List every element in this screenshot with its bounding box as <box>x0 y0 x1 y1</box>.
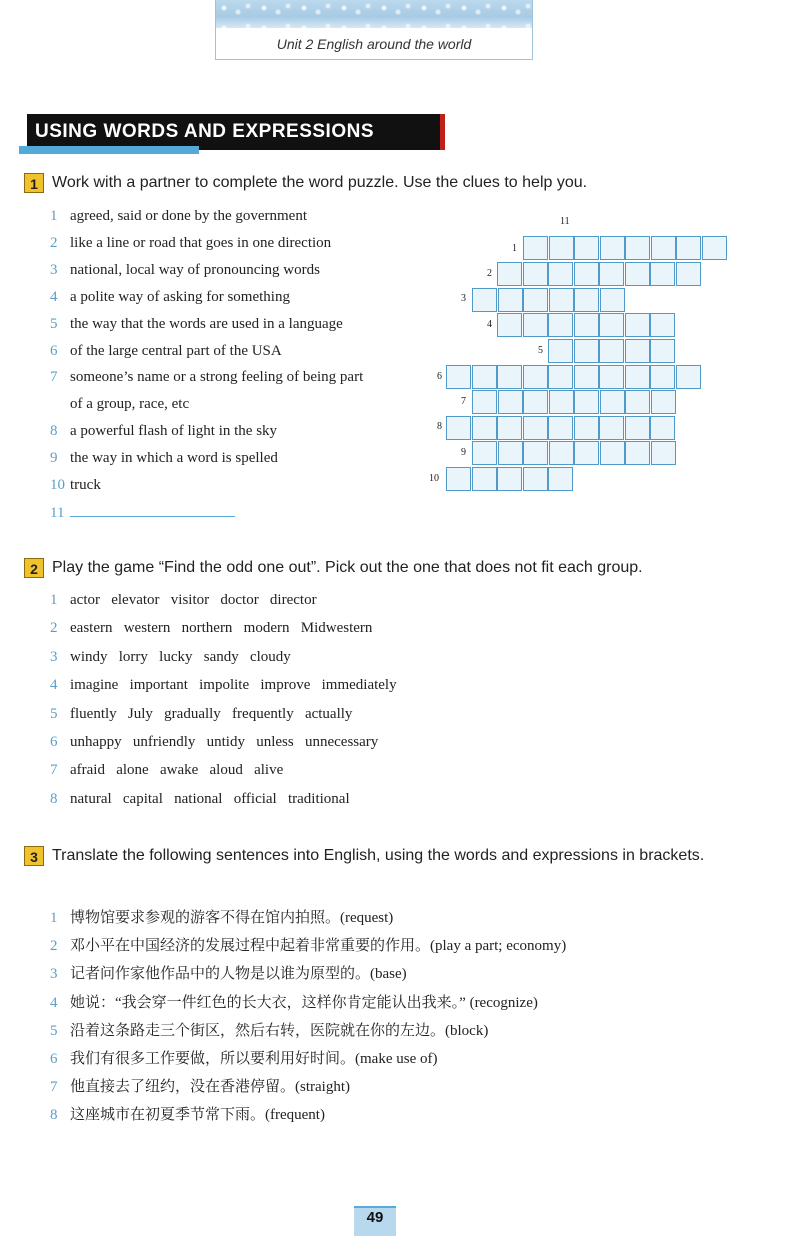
puzzle-cell[interactable] <box>549 441 574 465</box>
clue-number: 2 <box>50 234 58 251</box>
odd-one-out-group <box>50 762 283 779</box>
puzzle-clue-number: 6 <box>437 371 442 382</box>
group-number: 2 <box>50 620 58 637</box>
puzzle-cell[interactable] <box>625 365 650 389</box>
page-number: 49 <box>354 1206 396 1236</box>
puzzle-cell[interactable] <box>472 441 497 465</box>
puzzle-cell[interactable] <box>523 390 548 414</box>
clue-number: 4 <box>50 288 58 305</box>
translation-item <box>50 1075 350 1096</box>
puzzle-cell[interactable] <box>446 467 471 491</box>
clue-number: 8 <box>50 423 58 440</box>
puzzle-cell[interactable] <box>574 441 599 465</box>
puzzle-cell[interactable] <box>625 441 650 465</box>
clue-number: 6 <box>50 342 58 359</box>
clue-number: 10 <box>50 477 65 493</box>
puzzle-cell[interactable] <box>523 288 548 312</box>
puzzle-cell[interactable] <box>548 467 573 491</box>
puzzle-clue-number: 10 <box>429 473 439 484</box>
puzzle-clue-number: 9 <box>461 447 466 458</box>
odd-one-out-group <box>50 620 372 637</box>
clue-text: agreed, said or done by the government <box>70 208 308 224</box>
puzzle-clue-number: 7 <box>461 396 466 407</box>
puzzle-cell[interactable] <box>549 236 574 260</box>
task-2-header <box>24 558 744 581</box>
puzzle-cell[interactable] <box>650 365 675 389</box>
clue-text: someone’s name or a strong feeling of being part <box>70 369 364 386</box>
group-number: 3 <box>50 648 58 665</box>
task-1-instruction: Work with a partner to complete the word puzzle. Use the clues to help you. <box>52 174 588 191</box>
puzzle-cell[interactable] <box>523 262 548 286</box>
group-number: 7 <box>50 762 58 779</box>
clue-text: the way in which a word is spelled <box>70 450 278 467</box>
puzzle-cell[interactable] <box>497 262 522 286</box>
sentence-number: 4 <box>50 994 58 1011</box>
puzzle-cell[interactable] <box>599 365 624 389</box>
puzzle-cell[interactable] <box>625 313 650 337</box>
puzzle-cell[interactable] <box>446 365 471 389</box>
group-words: eastern western northern modern Midwestern <box>70 620 373 637</box>
puzzle-clue-number: 8 <box>437 421 442 432</box>
clue-text: like a line or road that goes in one direction <box>70 234 332 251</box>
puzzle-cell[interactable] <box>472 288 497 312</box>
sentence-number: 5 <box>50 1022 58 1039</box>
puzzle-cell[interactable] <box>446 416 471 440</box>
puzzle-cell[interactable] <box>625 390 650 414</box>
puzzle-cell[interactable] <box>548 416 573 440</box>
puzzle-cell[interactable] <box>574 390 599 414</box>
clue-text: truck <box>70 477 101 493</box>
puzzle-cell[interactable] <box>548 262 573 286</box>
puzzle-cell[interactable] <box>599 339 624 363</box>
puzzle-cell[interactable] <box>472 390 497 414</box>
puzzle-cell[interactable] <box>600 390 625 414</box>
group-words: fluently July gradually frequently actually <box>70 705 353 722</box>
odd-one-out-group <box>50 791 350 808</box>
translation-item <box>50 906 393 927</box>
group-words: imagine important impolite improve immediately <box>70 677 397 694</box>
clue-text: a polite way of asking for something <box>70 288 290 305</box>
puzzle-cell[interactable] <box>497 365 522 389</box>
task-1-number: 1 <box>24 173 44 193</box>
sentence-text: 记者问作家他作品中的人物是以谁为原型的。(base) <box>70 966 407 983</box>
puzzle-cell[interactable] <box>548 339 573 363</box>
puzzle-cell[interactable] <box>651 441 676 465</box>
puzzle-cell[interactable] <box>548 313 573 337</box>
clue-number: 9 <box>50 450 58 467</box>
puzzle-cell[interactable] <box>472 467 497 491</box>
puzzle-cell[interactable] <box>574 262 599 286</box>
puzzle-cell[interactable] <box>472 416 497 440</box>
sentence-text: 沿着这条路走三个街区，然后右转，医院就在你的左边。(block) <box>70 1022 489 1039</box>
sentence-text: 她说：“我会穿一件红色的长大衣，这样你肯定能认出我来。” (recognize) <box>70 994 538 1011</box>
puzzle-cell[interactable] <box>574 339 599 363</box>
puzzle-cell[interactable] <box>676 236 701 260</box>
puzzle-cell[interactable] <box>625 339 650 363</box>
odd-one-out-group <box>50 677 397 694</box>
puzzle-clue-number: 2 <box>487 268 492 279</box>
odd-one-out-group <box>50 592 317 609</box>
puzzle-cell[interactable] <box>574 288 599 312</box>
puzzle-cell[interactable] <box>498 288 523 312</box>
group-number: 4 <box>50 677 58 694</box>
translation-item <box>50 1103 325 1124</box>
clue-text: national, local way of pronouncing words <box>70 261 320 278</box>
puzzle-cell[interactable] <box>650 339 675 363</box>
group-number: 5 <box>50 705 58 722</box>
puzzle-cell[interactable] <box>498 390 523 414</box>
puzzle-cell[interactable] <box>574 365 599 389</box>
translation-item <box>50 1019 488 1040</box>
puzzle-cell[interactable] <box>625 236 650 260</box>
group-words: windy lorry lucky sandy cloudy <box>70 648 291 665</box>
puzzle-cell[interactable] <box>498 441 523 465</box>
puzzle-cell[interactable] <box>702 236 727 260</box>
puzzle-cell[interactable] <box>523 236 548 260</box>
sentence-number: 1 <box>50 910 58 926</box>
task-3-number: 3 <box>24 846 44 866</box>
puzzle-cell[interactable] <box>523 441 548 465</box>
clue-number: 3 <box>50 261 58 278</box>
puzzle-clue-number: 1 <box>512 243 517 254</box>
group-words: actor elevator visitor doctor director <box>70 592 317 608</box>
sentence-number: 3 <box>50 966 58 983</box>
translation-item <box>50 991 538 1012</box>
puzzle-clue-number: 4 <box>487 319 492 330</box>
puzzle-cell[interactable] <box>599 262 624 286</box>
puzzle-cell[interactable] <box>676 365 701 389</box>
odd-one-out-group <box>50 649 291 666</box>
clue-text: a powerful flash of light in the sky <box>70 423 278 440</box>
puzzle-cell[interactable] <box>549 288 574 312</box>
sentence-text: 这座城市在初夏季节常下雨。(frequent) <box>70 1107 325 1124</box>
task-3-instruction: Translate the following sentences into English, using the words and expressions in brackets. <box>52 847 705 864</box>
puzzle-clue-number: 5 <box>538 345 543 356</box>
sentence-number: 8 <box>50 1107 58 1124</box>
clue-number: 5 <box>50 315 58 332</box>
puzzle-cell[interactable] <box>600 236 625 260</box>
sentence-text: 我们有很多工作要做，所以要利用好时间。(make use of) <box>70 1051 438 1067</box>
puzzle-cell[interactable] <box>651 236 676 260</box>
puzzle-cell[interactable] <box>651 390 676 414</box>
sentence-text: 博物馆要求参观的游客不得在馆内拍照。(request) <box>70 910 394 926</box>
puzzle-cell[interactable] <box>549 390 574 414</box>
group-number: 1 <box>50 592 58 608</box>
puzzle-cell[interactable] <box>472 365 497 389</box>
puzzle-cell[interactable] <box>600 288 625 312</box>
sentence-number: 2 <box>50 938 58 955</box>
puzzle-cell[interactable] <box>548 365 573 389</box>
clue-number: 7 <box>50 369 58 386</box>
puzzle-cell[interactable] <box>650 416 675 440</box>
word-puzzle-grid <box>0 0 800 600</box>
sentence-text: 他直接去了纽约，没在香港停留。(straight) <box>70 1079 350 1096</box>
sentence-number: 6 <box>50 1051 58 1067</box>
puzzle-cell[interactable] <box>574 313 599 337</box>
puzzle-cell[interactable] <box>523 365 548 389</box>
task-3-header <box>24 846 744 869</box>
sentence-number: 7 <box>50 1079 58 1096</box>
puzzle-cell[interactable] <box>523 467 548 491</box>
task-2-number: 2 <box>24 558 44 578</box>
unit-title: Unit 2 English around the world <box>276 36 472 52</box>
puzzle-cell[interactable] <box>497 313 522 337</box>
group-words: unhappy unfriendly untidy unless unnecessary <box>70 734 379 750</box>
puzzle-cell[interactable] <box>497 467 522 491</box>
sentence-text: 邓小平在中国经济的发展过程中起着非常重要的作用。(play a part; economy) <box>70 938 567 955</box>
translation-item <box>50 934 566 955</box>
group-number: 8 <box>50 790 58 807</box>
puzzle-cell[interactable] <box>574 236 599 260</box>
puzzle-cell[interactable] <box>599 313 624 337</box>
puzzle-cell[interactable] <box>600 441 625 465</box>
puzzle-cell[interactable] <box>650 313 675 337</box>
odd-one-out-group <box>50 706 352 723</box>
puzzle-clue-number: 11 <box>560 216 570 227</box>
translation-item <box>50 962 407 983</box>
clue-text: of the large central part of the USA <box>70 342 282 359</box>
puzzle-cell[interactable] <box>599 416 624 440</box>
puzzle-cell[interactable] <box>676 262 701 286</box>
puzzle-clue-number: 3 <box>461 293 466 304</box>
odd-one-out-group <box>50 734 378 751</box>
clue-text: the way that the words are used in a language <box>70 315 343 332</box>
puzzle-cell[interactable] <box>574 416 599 440</box>
puzzle-cell[interactable] <box>523 313 548 337</box>
clue-text: of a group, race, etc <box>70 396 190 413</box>
group-number: 6 <box>50 734 58 750</box>
puzzle-cell[interactable] <box>650 262 675 286</box>
group-words: natural capital national official traditional <box>70 790 350 807</box>
puzzle-cell[interactable] <box>523 416 548 440</box>
puzzle-cell[interactable] <box>625 416 650 440</box>
group-words: afraid alone awake aloud alive <box>70 762 284 779</box>
puzzle-cell[interactable] <box>625 262 650 286</box>
clue-number: 1 <box>50 208 58 224</box>
section-title-text: USING WORDS AND EXPRESSIONS <box>35 121 375 142</box>
puzzle-cell[interactable] <box>497 416 522 440</box>
clue-number: 11 <box>50 504 65 521</box>
translation-item <box>50 1047 437 1068</box>
task-2-instruction: Play the game “Find the odd one out”. Pick out the one that does not fit each group. <box>52 559 643 576</box>
